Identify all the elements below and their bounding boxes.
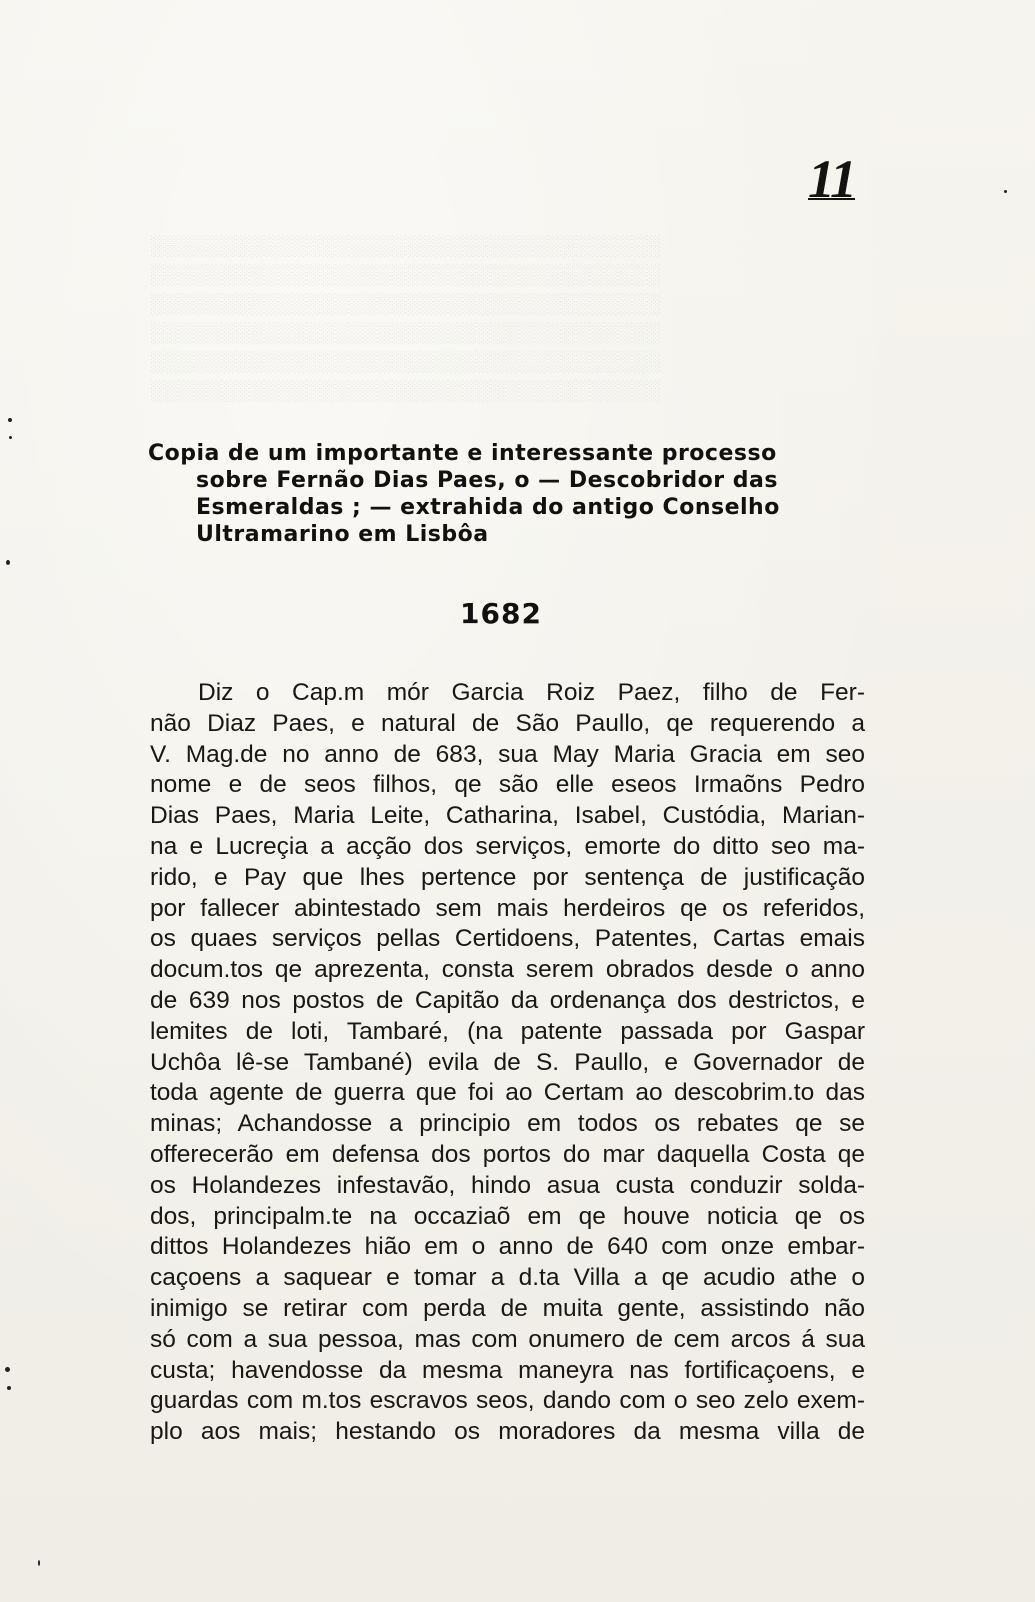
title-line: Ultramarino em Lisbôa [196,522,489,547]
body-line: os quaes serviços pellas Certidoens, Patentes, Cartas emais [150,925,865,953]
body-line: dittos Holandezes hião em o anno de 640 com onze embar- [150,1233,865,1261]
body-line: de 639 nos postos de Capitão da ordenança dos destrictos, e [150,986,865,1014]
body-line: só com a sua pessoa, mas com onumero de cem arcos á sua [150,1325,865,1353]
body-line: nome e de seos filhos, qe são elle eseos Irmaõns Pedro [150,771,865,799]
body-line: V. Mag.de no anno de 683, sua May Maria Gracia em seo [150,740,865,768]
body-line: lemites de loti, Tambaré, (na patente passada por Gaspar [150,1017,865,1045]
body-line: inimigo se retirar com perda de muita gente, assistindo não [150,1294,865,1322]
scan-speck [7,1386,11,1390]
body-line: plo aos mais; hestando os moradores da mesma villa de [150,1418,865,1446]
title-line: sobre Fernão Dias Paes, o — Descobridor das [196,468,778,493]
scan-speck [9,436,12,439]
document-year: 1682 [460,597,542,630]
scan-speck [38,1560,40,1566]
body-line: toda agente de guerra que foi ao Certam ao descobrim.to das [150,1079,865,1107]
body-line: Uchôa lê-se Tambané) evila de S. Paullo, e Governador de [150,1048,865,1076]
body-line: Dias Paes, Maria Leite, Catharina, Isabel, Custódia, Marian- [150,802,865,830]
body-line: caçoens a saquear e tomar a d.ta Villa a qe acudio athe o [150,1264,865,1292]
scan-speck [6,560,10,565]
body-line: rido, e Pay que lhes pertence por sentença de justificação [150,863,865,891]
bleed-through-texture: ░░░░░░░░░░░░░░░░░░░░░░░░░░░░░░░░░░░░ ░░░░░░░░░░░░░░░░░░░░░░░░░░░░░░░░░░░░ ░░░░░░░░░░░░░░░░░░░░░░░░░░░░░░░░░░░░ ░░░░░░░░░░░░░░░░░░░░░░░░░░░░░░░░░░░░ ░░░░░░░░░░░░░░░░░░░░░░░░░░░░░░░░░░░░ ░░░░░░░░░░░░░░░░░░░░░░░░░░░░░░░░░░░░ [150,235,661,402]
body-line: docum.tos qe aprezenta, consta serem obrados desde o anno [150,956,865,984]
body-line: os Holandezes infestavão, hindo asua custa conduzir solda- [150,1171,865,1199]
body-line: na e Lucreçia a acção dos serviços, emorte do ditto seo ma- [150,832,865,860]
page-number: 11 [808,149,856,209]
body-paragraph [150,678,865,1448]
body-line: por fallecer abintestado sem mais herdeiros qe os referidos, [150,894,865,922]
body-line: dos, principalm.te na occaziaõ em qe houve noticia qe os [150,1202,865,1230]
title-line: Esmeraldas ; — extrahida do antigo Conselho [196,495,780,520]
body-line: minas; Achandosse a principio em todos os rebates qe se [150,1110,865,1138]
body-line: Diz o Cap.m mór Garcia Roiz Paez, filho de Fer- [198,679,865,706]
title-line: Copia de um importante e interessante processo [148,441,777,466]
body-line: não Diaz Paes, e natural de São Paullo, qe requerendo a [150,709,865,737]
scan-speck [8,418,12,422]
document-title [148,440,868,548]
body-line: offerecerão em defensa dos portos do mar daquella Costa qe [150,1140,865,1168]
scan-speck [5,1367,10,1372]
body-line: guardas com m.tos escravos seos, dando com o seo zelo exem- [150,1387,865,1415]
scan-speck [1004,190,1007,193]
body-line: custa; havendosse da mesma maneyra nas fortificaçoens, e [150,1356,865,1384]
